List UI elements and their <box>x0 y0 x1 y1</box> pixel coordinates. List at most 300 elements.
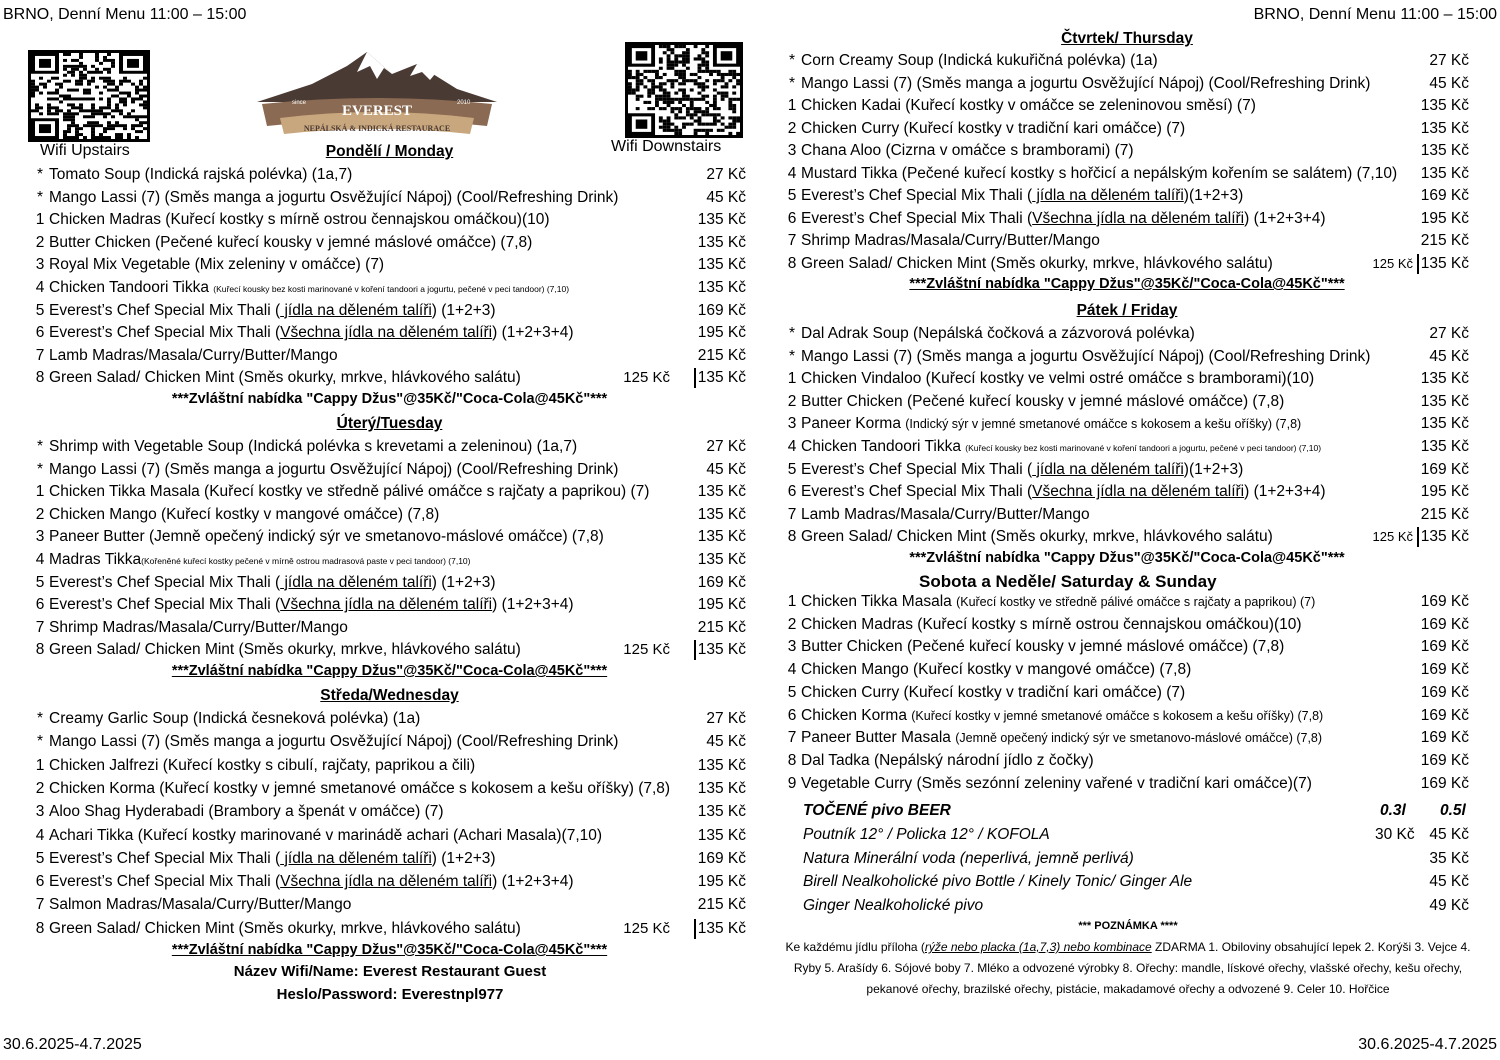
item-name-underlined: Všechna jídla na děleném talíři <box>1032 209 1245 227</box>
item-name <box>801 705 1323 727</box>
item-price: 169 Kč <box>1420 661 1469 679</box>
item-number: 8 <box>787 528 797 546</box>
item-name-text: Chicken Korma (Kuřecí kostky v jemné smetanové omáčce s kokosem a kešu oříšky) (7,8) <box>49 779 671 797</box>
item-description-small: (Kuřecí kostky ve středně pálivé omáčce s rajčaty a paprikou) (7) <box>956 595 1316 609</box>
item-name-after: ) (1+2+3) <box>431 849 496 867</box>
item-name <box>49 617 348 639</box>
item-name <box>49 731 618 753</box>
menu-item <box>33 731 746 753</box>
menu-item <box>33 367 746 389</box>
menu-item <box>785 253 1469 275</box>
drink-price-05l: 45 Kč <box>1429 873 1469 890</box>
menu-item <box>33 504 746 526</box>
item-number: 3 <box>35 528 45 546</box>
item-name-text: Dal Tadka (Nepálský národní jídlo z čočky) <box>801 751 1094 769</box>
item-number: 9 <box>787 774 797 792</box>
item-alt-price: 125 Kč <box>623 369 670 387</box>
item-price: 135 Kč <box>1420 254 1469 272</box>
menu-item <box>33 871 746 893</box>
drinks-col-03l: 0.3l <box>1380 802 1406 819</box>
menu-item <box>785 73 1469 95</box>
item-name-text: Everest’s Chef Special Mix Thali ( <box>49 301 281 319</box>
menu-item <box>33 345 746 367</box>
menu-item <box>785 526 1469 548</box>
item-number: 8 <box>35 919 45 937</box>
item-name <box>49 918 521 940</box>
item-price: 169 Kč <box>1420 615 1469 633</box>
item-price: 135 Kč <box>697 211 746 229</box>
item-name-after: ) (1+2+3+4) <box>492 596 574 614</box>
drink-price-05l: 45 Kč <box>1429 826 1469 843</box>
item-name <box>801 368 1314 390</box>
item-name-underlined: Všechna jídla na děleném talíři <box>280 596 493 614</box>
wifi-password: Heslo/Password: Everestnpl977 <box>276 986 504 1003</box>
menu-item <box>33 549 746 571</box>
item-number: * <box>788 74 796 92</box>
item-price: 45 Kč <box>1429 347 1469 365</box>
item-number: 5 <box>787 683 797 701</box>
item-name-text: Madras Tikka <box>49 551 142 568</box>
footer-left: 30.6.2025-4.7.2025 <box>3 1036 142 1053</box>
item-name <box>49 481 649 503</box>
note-text: Ke každému jídlu příloha (rýže nebo placka (1a,7,3) nebo kombinace ZDARMA 1. Obiloviny obsahující lepek 2. Korýši 3. Vejce 4. Ryby 5. Arašídy 6. Sójové boby 7. Mléko a odvozené výrobky 8. Ořechy: mandle, lískové ořechy, vlašské ořechy, kešu ořechy, pekanové ořechy, brazilské ořechy, pistácie, makadamové ořechy a odvozené 9. Celer 10. Hořčice <box>785 940 1471 996</box>
item-name-text: Butter Chicken (Pečené kuřecí kousky v jemné máslové omáčce) (7,8) <box>49 233 533 251</box>
menu-item <box>33 755 746 777</box>
item-name-text: Chicken Madras (Kuřecí kostky s mírně ostrou čennajskou omáčkou)(10) <box>49 211 550 229</box>
wifi-downstairs-label: Wifi Downstairs <box>611 138 722 155</box>
drink-name: Ginger Nealkoholické pivo <box>803 896 984 914</box>
item-name-text: Shrimp Madras/Masala/Curry/Butter/Mango <box>801 232 1100 249</box>
mountain-logo-icon <box>252 44 502 144</box>
item-name <box>801 591 1315 613</box>
item-description-small: (Kuřecí kostky v jemné smetanové omáčce s kokosem a kešu oříšky) (7,8) <box>911 708 1324 723</box>
item-price: 169 Kč <box>1420 729 1469 747</box>
item-name <box>801 727 1322 749</box>
item-price: 135 Kč <box>697 551 746 568</box>
menu-item <box>785 208 1469 230</box>
item-name-underlined: Všechna jídla na děleném talíři <box>1032 483 1245 501</box>
item-number: 3 <box>787 415 797 433</box>
item-name <box>801 436 1321 459</box>
item-name-text: Mango Lassi (7) (Směs manga a jogurtu Osvěžující Nápoj) (Cool/Refreshing Drink) <box>801 74 1371 92</box>
item-name <box>801 95 1256 117</box>
item-name-text: Chicken Tikka Masala (Kuřecí kostky ve středně pálivé omáčce s rajčaty a paprikou) (7) <box>49 483 650 501</box>
item-name-text: Aloo Shag Hyderabadi (Brambory a špenát v omáčce) (7) <box>49 803 444 821</box>
item-name-text: Chicken Madras (Kuřecí kostky s mírně ostrou čennajskou omáčkou)(10) <box>801 615 1302 633</box>
item-price: 215 Kč <box>1420 232 1469 249</box>
item-price: 135 Kč <box>697 369 746 387</box>
menu-item <box>33 187 746 209</box>
item-number: 1 <box>35 483 45 501</box>
item-number: 8 <box>35 641 45 659</box>
item-price: 169 Kč <box>697 301 746 319</box>
item-name <box>49 594 574 616</box>
item-number: 3 <box>35 803 45 821</box>
item-name-after: ) (1+2+3) <box>431 573 496 591</box>
item-number: * <box>36 166 44 183</box>
item-name <box>49 277 569 300</box>
item-name-text: Green Salad/ Chicken Mint (Směs okurky, mrkve, hlávkového salátu) <box>49 641 521 659</box>
everest-logo <box>252 44 502 144</box>
item-price: 27 Kč <box>1429 325 1469 342</box>
menu-item <box>785 230 1469 252</box>
item-name-text: Chicken Mango (Kuřecí kostky v mangové omáčce) (7,8) <box>49 505 440 523</box>
item-number: 6 <box>787 483 797 501</box>
menu-item <box>33 918 746 940</box>
menu-item <box>33 277 746 299</box>
item-price: 45 Kč <box>1429 74 1469 92</box>
menu-item <box>785 50 1469 72</box>
item-number: 2 <box>35 505 45 523</box>
item-name-text: Mango Lassi (7) (Směs manga a jogurtu Osvěžující Nápoj) (Cool/Refreshing Drink) <box>801 347 1371 365</box>
item-name <box>49 801 444 823</box>
item-number: 2 <box>787 392 797 410</box>
item-number: 3 <box>35 256 45 274</box>
item-name <box>49 894 351 916</box>
item-name-text: Shrimp with Vegetable Soup (Indická polévka s krevetami a zeleninou) (1a,7) <box>49 438 578 455</box>
item-number: 2 <box>787 615 797 633</box>
item-number: 5 <box>787 187 797 204</box>
item-number: * <box>36 733 44 751</box>
item-number: 5 <box>35 301 45 319</box>
menu-item <box>785 591 1469 613</box>
item-name <box>801 481 1326 503</box>
item-name <box>801 323 1195 345</box>
item-name-text: Chicken Curry (Kuřecí kostky v tradiční kari omáčce) (7) <box>801 683 1186 701</box>
price-divider <box>694 919 696 939</box>
item-name-underlined: Všechna jídla na děleném talíři <box>280 873 493 891</box>
item-price: 195 Kč <box>697 873 746 891</box>
item-name-after: )(1+2+3) <box>1183 187 1244 204</box>
item-price: 45 Kč <box>706 460 746 478</box>
tuesday-special-offer: ***Zvláštní nabídka "Cappy Džus"@35Kč/"Coca-Cola@45Kč"*** <box>171 663 608 679</box>
item-number: * <box>36 438 44 455</box>
item-number: * <box>36 460 44 478</box>
item-number: 7 <box>35 896 45 914</box>
wifi-upstairs-label: Wifi Upstairs <box>40 142 130 159</box>
item-price: 215 Kč <box>697 896 746 914</box>
item-price: 135 Kč <box>697 528 746 546</box>
item-number: 4 <box>787 661 797 679</box>
menu-item <box>785 659 1469 681</box>
item-name <box>49 345 338 367</box>
item-name-underlined: Všechna jídla na děleném talíři <box>280 324 493 342</box>
item-name <box>801 230 1100 252</box>
drinks-col-05l: 0.5l <box>1440 802 1466 819</box>
item-number: 8 <box>787 751 797 769</box>
item-price: 215 Kč <box>1420 505 1469 523</box>
item-number: 7 <box>787 729 797 747</box>
item-name-text: Paneer Korma <box>801 415 906 433</box>
item-number: 5 <box>35 849 45 867</box>
item-price: 195 Kč <box>697 596 746 614</box>
drinks-title: TOČENÉ pivo BEER <box>803 802 951 819</box>
menu-item <box>33 300 746 322</box>
item-price: 169 Kč <box>1420 706 1469 724</box>
item-name-text: Everest’s Chef Special Mix Thali ( <box>801 483 1033 501</box>
menu-item <box>785 636 1469 658</box>
menu-item <box>785 95 1469 117</box>
item-name-text: Shrimp Madras/Masala/Curry/Butter/Mango <box>49 618 348 636</box>
menu-item <box>33 232 746 254</box>
item-name <box>801 163 1397 185</box>
menu-item <box>33 481 746 503</box>
item-description-small: (Kuřecí kousky bez kosti marinované v koření tandoori a jogurtu, pečené v peci tandoor) (7,10) <box>965 443 1322 453</box>
item-price: 135 Kč <box>697 641 746 659</box>
item-price: 135 Kč <box>697 279 746 296</box>
item-number: 2 <box>35 779 45 797</box>
item-name <box>801 659 1191 681</box>
item-name-text: Mango Lassi (7) (Směs manga a jogurtu Osvěžující Nápoj) (Cool/Refreshing Drink) <box>49 733 619 751</box>
item-name <box>49 755 475 777</box>
menu-item <box>33 209 746 231</box>
menu-item <box>785 705 1469 727</box>
item-name <box>49 825 602 847</box>
item-price: 135 Kč <box>697 505 746 523</box>
item-price: 135 Kč <box>697 256 746 274</box>
tuesday-title: Úterý/Tuesday <box>336 415 443 432</box>
drink-price-05l: 35 Kč <box>1429 849 1469 867</box>
item-name <box>801 391 1284 413</box>
item-number: 1 <box>35 756 45 774</box>
item-number: * <box>788 325 796 342</box>
item-number: 5 <box>787 460 797 478</box>
menu-item <box>785 727 1469 749</box>
item-description-small: (Jemně opečený indický sýr ve smetanovo-máslové omáčce) (7,8) <box>955 731 1323 746</box>
menu-item <box>785 140 1469 162</box>
menu-item <box>33 254 746 276</box>
item-price: 135 Kč <box>697 756 746 774</box>
drink-name: Poutník 12° / Policka 12° / KOFOLA <box>803 826 1050 843</box>
item-name-underlined: jídla na děleném talíři <box>280 849 432 867</box>
item-name-text: Tomato Soup (Indická rajská polévka) (1a,7) <box>49 166 353 183</box>
item-name-text: Creamy Garlic Soup (Indická česneková polévka) (1a) <box>49 710 421 727</box>
item-name <box>801 526 1273 548</box>
item-name-text: Mango Lassi (7) (Směs manga a jogurtu Osvěžující Nápoj) (Cool/Refreshing Drink) <box>49 460 619 478</box>
item-price: 135 Kč <box>1420 142 1469 159</box>
item-name <box>801 253 1273 275</box>
wednesday-title: Středa/Wednesday <box>320 687 459 704</box>
item-name-text: Green Salad/ Chicken Mint (Směs okurky, mrkve, hlávkového salátu) <box>801 528 1273 546</box>
menu-item <box>33 801 746 823</box>
item-name <box>801 208 1326 230</box>
item-name <box>801 459 1243 481</box>
item-name-text: Everest’s Chef Special Mix Thali ( <box>49 324 281 342</box>
drink-price-05l: 49 Kč <box>1429 896 1469 914</box>
item-number: 7 <box>35 346 45 364</box>
item-price: 169 Kč <box>1420 683 1469 701</box>
item-name <box>49 322 574 344</box>
item-name-text: Vegetable Curry (Směs sezónní zeleniny vařené v tradiční kari omáčce)(7) <box>801 774 1312 792</box>
item-name-after: ) (1+2+3+4) <box>492 873 574 891</box>
item-price: 169 Kč <box>697 573 746 591</box>
price-divider <box>1417 254 1419 274</box>
item-name-text: Chicken Jalfrezi (Kuřecí kostky s cibulí, rajčaty, paprikou a čili) <box>49 756 476 774</box>
item-number: 4 <box>787 438 797 455</box>
item-number: * <box>36 188 44 206</box>
item-name-text: Salmon Madras/Masala/Curry/Butter/Mango <box>49 896 352 914</box>
menu-item <box>33 778 746 800</box>
menu-item <box>33 526 746 548</box>
menu-item <box>785 459 1469 481</box>
item-name <box>49 572 496 594</box>
menu-item <box>785 481 1469 503</box>
item-name-text: Everest’s Chef Special Mix Thali ( <box>49 596 281 614</box>
item-price: 135 Kč <box>1420 97 1469 114</box>
item-name-text: Mango Lassi (7) (Směs manga a jogurtu Osvěžující Nápoj) (Cool/Refreshing Drink) <box>49 188 619 206</box>
item-price: 135 Kč <box>697 803 746 821</box>
price-divider <box>694 368 696 388</box>
item-name <box>801 73 1370 95</box>
item-name-text: Chicken Tikka Masala <box>801 593 957 610</box>
item-name-text: Butter Chicken (Pečené kuřecí kousky v jemné máslové omáčce) (7,8) <box>801 638 1285 656</box>
item-name <box>801 750 1094 772</box>
item-name-underlined: jídla na děleném talíři <box>1032 460 1184 478</box>
menu-item <box>785 750 1469 772</box>
item-name <box>49 708 420 730</box>
item-name <box>49 639 521 661</box>
drink-price-03l: 30 Kč <box>1375 826 1415 843</box>
item-name-after: ) (1+2+3) <box>431 301 496 319</box>
item-number: 6 <box>35 596 45 614</box>
qr-code-upstairs <box>28 50 150 142</box>
menu-item <box>785 323 1469 345</box>
item-number: 8 <box>35 369 45 387</box>
item-name-text: Mustard Tikka (Pečené kuřecí kostky s hořčicí a nepálským kořením se salátem) (7,10) <box>801 164 1398 182</box>
item-price: 27 Kč <box>706 438 746 455</box>
item-alt-price: 125 Kč <box>1372 529 1413 545</box>
item-name <box>49 300 496 322</box>
item-name-text: Everest’s Chef Special Mix Thali ( <box>49 873 281 891</box>
thursday-title: Čtvrtek/ Thursday <box>1061 30 1193 47</box>
item-name <box>49 778 670 800</box>
monday-title: Pondělí / Monday <box>325 143 454 160</box>
item-price: 135 Kč <box>1420 415 1469 433</box>
item-name <box>49 459 618 481</box>
item-name <box>49 254 384 276</box>
item-price: 135 Kč <box>697 779 746 797</box>
item-price: 195 Kč <box>1420 483 1469 501</box>
item-name <box>801 50 1158 72</box>
item-number: 1 <box>787 370 797 388</box>
item-name <box>801 773 1312 795</box>
item-name-text: Lamb Madras/Masala/Curry/Butter/Mango <box>49 346 338 364</box>
item-price: 135 Kč <box>1420 119 1469 137</box>
item-name-text: Chicken Vindaloo (Kuřecí kostky ve velmi ostré omáčce s bramborami)(10) <box>801 370 1315 388</box>
item-description-small: (Indický sýr v jemné smetanové omáčce s kokosem a kešu oříšky) (7,8) <box>905 417 1302 432</box>
item-price: 169 Kč <box>1420 774 1469 792</box>
item-name-after: )(1+2+3) <box>1183 460 1244 478</box>
item-price: 135 Kč <box>697 233 746 251</box>
item-alt-price: 125 Kč <box>623 919 670 937</box>
item-name <box>801 682 1185 704</box>
menu-item <box>785 118 1469 140</box>
item-number: 6 <box>35 873 45 891</box>
item-price: 45 Kč <box>706 733 746 751</box>
item-name <box>801 413 1301 435</box>
item-name <box>49 436 577 458</box>
item-number: 7 <box>35 618 45 636</box>
item-name-after: ) (1+2+3+4) <box>1244 209 1326 227</box>
menu-item <box>33 322 746 344</box>
svg-text:EVEREST: EVEREST <box>341 103 413 119</box>
item-price: 135 Kč <box>1420 164 1469 182</box>
item-name-text: Chicken Tandoori Tikka <box>49 279 214 296</box>
item-name <box>49 232 532 254</box>
item-name-underlined: jídla na děleném talíři <box>280 573 432 591</box>
item-description-small: (Kořeněné kuřecí kostky pečené v mírně ostrou madrasová paste v peci tandoor) (7,10) <box>141 556 471 566</box>
item-name-text: Chicken Curry (Kuřecí kostky v tradiční kari omáčce) (7) <box>801 119 1186 137</box>
item-price: 169 Kč <box>1420 638 1469 656</box>
menu-item <box>785 614 1469 636</box>
menu-item <box>33 894 746 916</box>
item-price: 215 Kč <box>697 618 746 636</box>
item-name <box>801 504 1090 526</box>
item-name-text: Everest’s Chef Special Mix Thali ( <box>801 460 1033 478</box>
menu-item <box>785 682 1469 704</box>
item-price: 135 Kč <box>697 826 746 844</box>
item-name <box>801 140 1134 162</box>
wednesday-special-offer: ***Zvláštní nabídka "Cappy Džus"@35Kč/"Coca-Cola@45Kč"*** <box>171 942 608 958</box>
item-name-text: Corn Creamy Soup (Indická kukuřičná polévka) (1a) <box>801 52 1158 69</box>
menu-item <box>785 163 1469 185</box>
item-name <box>49 848 496 870</box>
item-price: 45 Kč <box>706 188 746 206</box>
item-price: 27 Kč <box>1429 52 1469 69</box>
menu-item <box>785 436 1469 458</box>
monday-special-offer: ***Zvláštní nabídka "Cappy Džus"@35Kč/"Coca-Cola@45Kč"*** <box>171 391 608 407</box>
item-price: 135 Kč <box>1420 392 1469 410</box>
item-name-text: Chicken Tandoori Tikka <box>801 438 966 455</box>
item-number: 1 <box>787 593 797 610</box>
item-name <box>49 209 550 231</box>
footer-right: 30.6.2025-4.7.2025 <box>1358 1036 1497 1053</box>
item-name-text: Everest’s Chef Special Mix Thali ( <box>49 849 281 867</box>
item-name-after: ) (1+2+3+4) <box>492 324 574 342</box>
friday-special-offer: ***Zvláštní nabídka "Cappy Džus"@35Kč/"Coca-Cola@45Kč"*** <box>909 550 1345 566</box>
menu-item <box>33 825 746 847</box>
menu-item <box>785 773 1469 795</box>
item-number: * <box>788 347 796 365</box>
item-price: 169 Kč <box>1420 187 1469 204</box>
item-number: 5 <box>35 573 45 591</box>
item-name-text: Paneer Butter (Jemně opečený indický sýr ve smetanovo-máslové omáčce) (7,8) <box>49 528 604 546</box>
weekend-title: Sobota a Neděle/ Saturday & Sunday <box>919 572 1217 591</box>
item-name-text: Everest’s Chef Special Mix Thali ( <box>801 209 1033 227</box>
menu-item <box>33 436 746 458</box>
item-name-text: Dal Adrak Soup (Nepálská čočková a zázvorová polévka) <box>801 325 1195 342</box>
item-number: 7 <box>787 232 797 249</box>
item-number: 6 <box>787 706 797 724</box>
menu-item <box>33 639 746 661</box>
item-number: 3 <box>787 142 797 159</box>
item-price: 135 Kč <box>1420 528 1469 546</box>
header-right: BRNO, Denní Menu 11:00 – 15:00 <box>1253 6 1497 23</box>
item-number: 1 <box>35 211 45 229</box>
menu-item <box>785 391 1469 413</box>
item-price: 169 Kč <box>697 849 746 867</box>
item-name-text: Green Salad/ Chicken Mint (Směs okurky, mrkve, hlávkového salátu) <box>49 369 521 387</box>
drink-name: Natura Minerální voda (neperlivá, jemně perlivá) <box>803 849 1134 867</box>
item-number: 4 <box>35 551 45 568</box>
price-divider <box>1417 527 1419 547</box>
drink-name: Birell Nealkoholické pivo Bottle / Kinely Tonic/ Ginger Ale <box>803 873 1193 890</box>
item-name-text: Everest’s Chef Special Mix Thali ( <box>49 573 281 591</box>
item-name <box>49 549 470 572</box>
item-name-text: Butter Chicken (Pečené kuřecí kousky v jemné máslové omáčce) (7,8) <box>801 392 1285 410</box>
item-number: 4 <box>35 826 45 844</box>
item-price: 195 Kč <box>1420 209 1469 227</box>
